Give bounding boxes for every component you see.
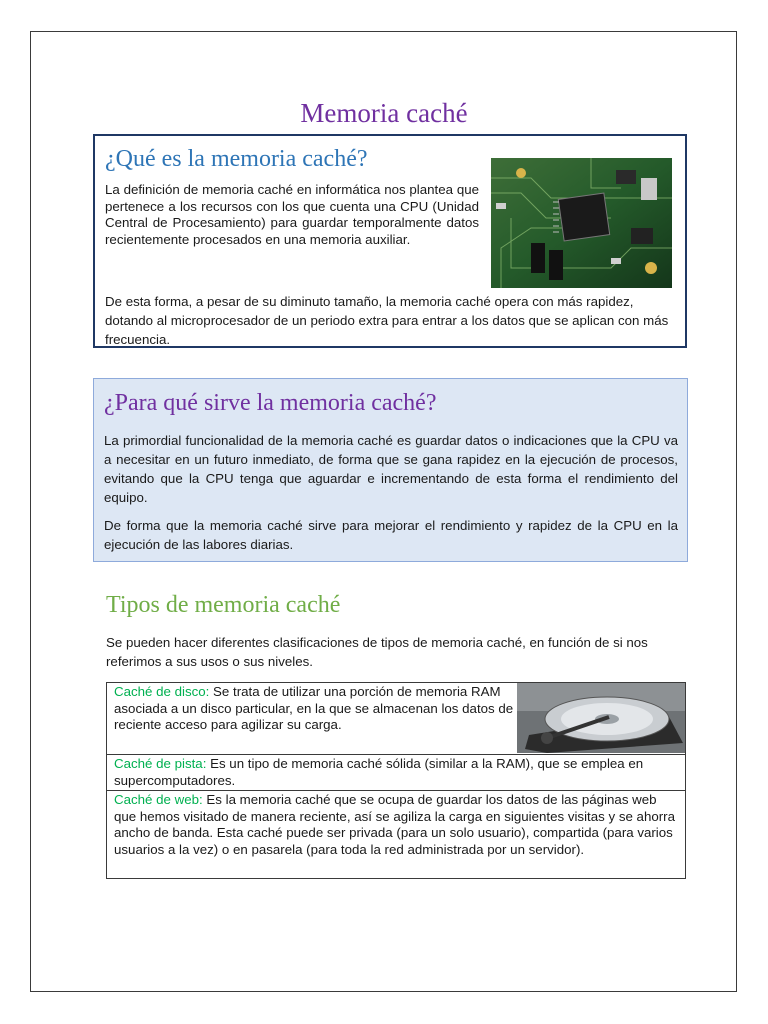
circuit-board-image (491, 158, 672, 288)
section-paragraph: La definición de memoria caché en informática nos plantea que pertenece a los recursos con los que cuenta una CPU (Unidad Central de Procesamiento) para guardar temporalmente datos recientemente procesados en una memoria auxiliar. (105, 182, 479, 247)
section-paragraph: La primordial funcionalidad de la memoria caché es guardar datos o indicaciones que la CPU va a necesitar en un futuro inmediato, de forma que se gana rapidez en la ejecución de procesos, evitando que la CPU tenga que aguardar e incrementando de esta forma el rendimiento del equipo. (104, 433, 678, 505)
type-name: Caché de pista: (114, 756, 207, 771)
section-heading: ¿Para qué sirve la memoria caché? (104, 390, 437, 416)
section-paragraph: De forma que la memoria caché sirve para mejorar el rendimiento y rapidez de la CPU en la ejecución de las labores diarias. (104, 518, 678, 552)
type-row-disk (107, 683, 685, 754)
type-description: Es un tipo de memoria caché sólida (similar a la RAM), que se emplea en supercomputadores. (114, 756, 644, 788)
document-title: Memoria caché (300, 98, 468, 128)
section-what-is-cache (93, 134, 687, 348)
type-row-web (107, 790, 685, 878)
type-name: Caché de disco: (114, 684, 210, 699)
section-intro: Se pueden hacer diferentes clasificaciones de tipos de memoria caché, en función de si nos referimos a sus usos o sus niveles. (106, 635, 648, 669)
hard-disk-image (517, 683, 685, 753)
section-paragraph: De esta forma, a pesar de su diminuto tamaño, la memoria caché opera con más rapidez, dotando al microprocesador de un periodo extra para entrar a los datos que se aplican con más frecuencia. (105, 294, 669, 347)
cache-types-table (106, 682, 686, 879)
type-description: Es la memoria caché que se ocupa de guardar los datos de las páginas web que hemos visitado de manera reciente, así se agiliza la carga en siguientes visitas y se ahorra ancho de banda. Esta caché puede ser privada (para un solo usuario), compartida (para varios usuarios a la vez) o en pasarela (para toda la red administrada por un servidor). (114, 792, 675, 857)
type-description: Se trata de utilizar una porción de memoria RAM asociada a un disco particular, en la que se almacenan los datos de reciente acceso para agilizar su carga. (114, 684, 514, 732)
type-text-wrapper (114, 684, 514, 736)
section-heading: ¿Qué es la memoria caché? (105, 146, 368, 172)
section-what-for (93, 378, 688, 562)
type-row-track (107, 754, 685, 790)
type-name: Caché de web: (114, 792, 203, 807)
section-heading-types: Tipos de memoria caché (106, 592, 341, 618)
